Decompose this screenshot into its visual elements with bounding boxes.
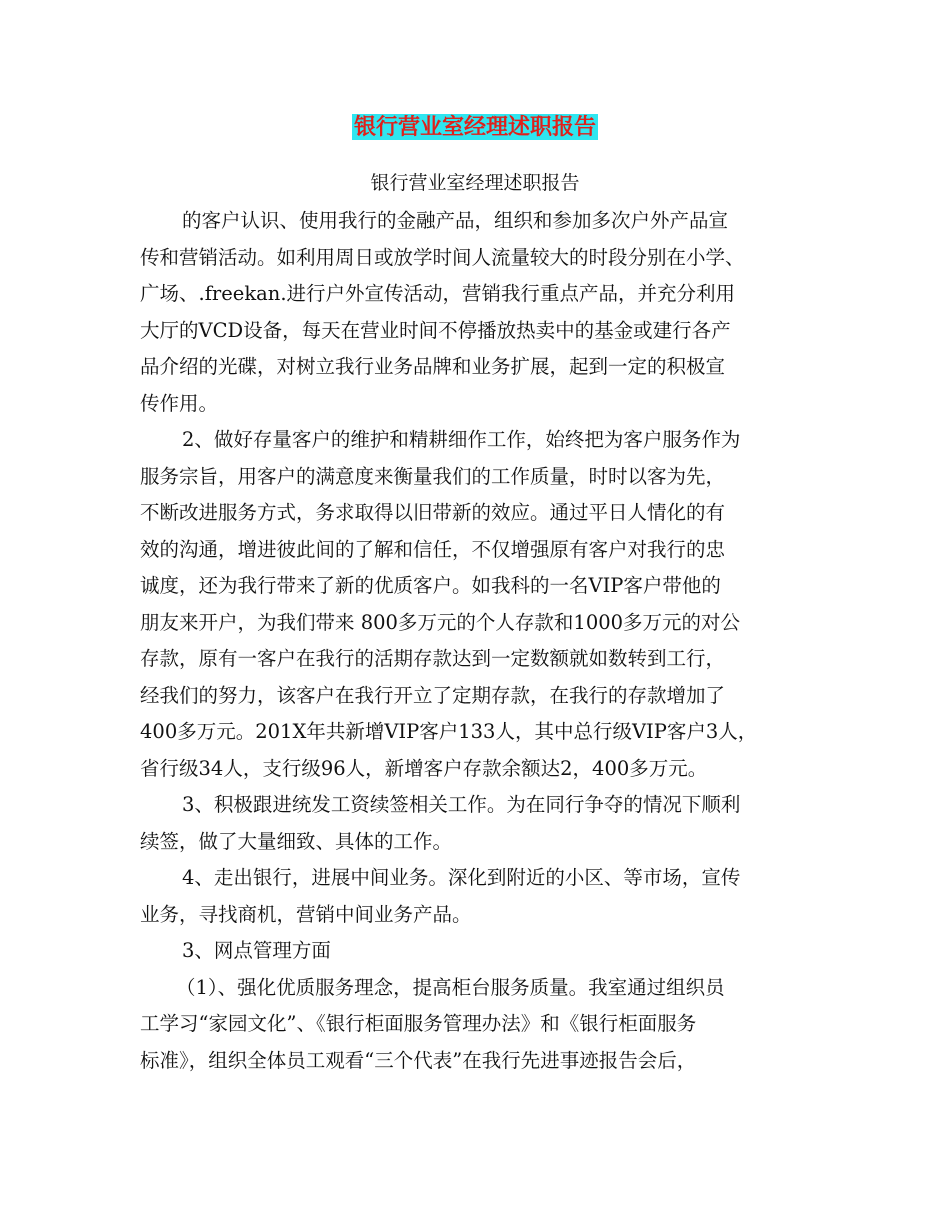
body-line: 服务宗旨，用客户的满意度来衡量我们的工作质量，时时以客为先， (140, 464, 726, 488)
body-line: 存款，原有一客户在我行的活期存款达到一定数额就如数转到工行， (140, 647, 726, 670)
body-line: 业务，寻找商机，营销中间业务产品。 (140, 902, 472, 926)
body-line: 经我们的努力，该客户在我行开立了定期存款，在我行的存款增加了 (140, 683, 726, 707)
body-line: 工学习“家园文化”、《银行柜面服务管理办法》和《银行柜面服务 (140, 1012, 697, 1035)
document-title-text: 银行营业室经理述职报告 (353, 114, 596, 140)
body-line: 传作用。 (140, 391, 219, 415)
body-line: 效的沟通，增进彼此间的了解和信任，不仅增强原有客户对我行的忠 (140, 537, 726, 561)
body-line: （1）、强化优质服务理念，提高柜台服务质量。我室通过组织员 (176, 975, 725, 999)
document-body (140, 203, 820, 1079)
body-line: 3、网点管理方面 (182, 939, 331, 962)
body-line: 的客户认识、使用我行的金融产品，组织和参加多次户外产品宣 (182, 209, 729, 232)
body-line: 传和营销活动。如利用周日或放学时间人流量较大的时段分别在小学、 (140, 245, 745, 269)
body-line: 3、积极跟进统发工资续签相关工作。为在同行争夺的情况下顺利 (182, 793, 741, 816)
document-subtitle: 银行营业室经理述职报告 (370, 172, 580, 194)
body-line: 2、做好存量客户的维护和精耕细作工作，始终把为客户服务作为 (182, 428, 741, 451)
body-line: 大厅的VCD设备，每天在营业时间不停播放热卖中的基金或建行各产 (140, 318, 731, 342)
body-line: 省行级34人，支行级96人，新增客户存款余额达2，400多万元。 (140, 756, 708, 780)
body-line: 诚度，还为我行带来了新的优质客户。如我科的一名VIP客户带他的 (140, 574, 721, 597)
body-line: 朋友来开户，为我们带来 800多万元的个人存款和1000多万元的对公 (140, 610, 741, 634)
body-line: 标准》，组织全体员工观看“三个代表”在我行先进事迹报告会后， (140, 1048, 697, 1072)
body-line: 品介绍的光碟，对树立我行业务品牌和业务扩展，起到一定的积极宣 (140, 355, 726, 378)
body-line: 不断改进服务方式，务求取得以旧带新的效应。通过平日人情化的有 (140, 501, 726, 524)
document-title (0, 110, 950, 144)
body-line: 续签，做了大量细致、具体的工作。 (140, 829, 453, 853)
body-line: 400多万元。201X年共新增VIP客户133人，其中总行级VIP客户3人， (140, 720, 758, 743)
body-line: 4、走出银行，进展中间业务。深化到附近的小区、等市场，宣传 (182, 866, 741, 889)
body-line: 广场、.freekan.进行户外宣传活动，营销我行重点产品，并充分利用 (140, 282, 736, 305)
